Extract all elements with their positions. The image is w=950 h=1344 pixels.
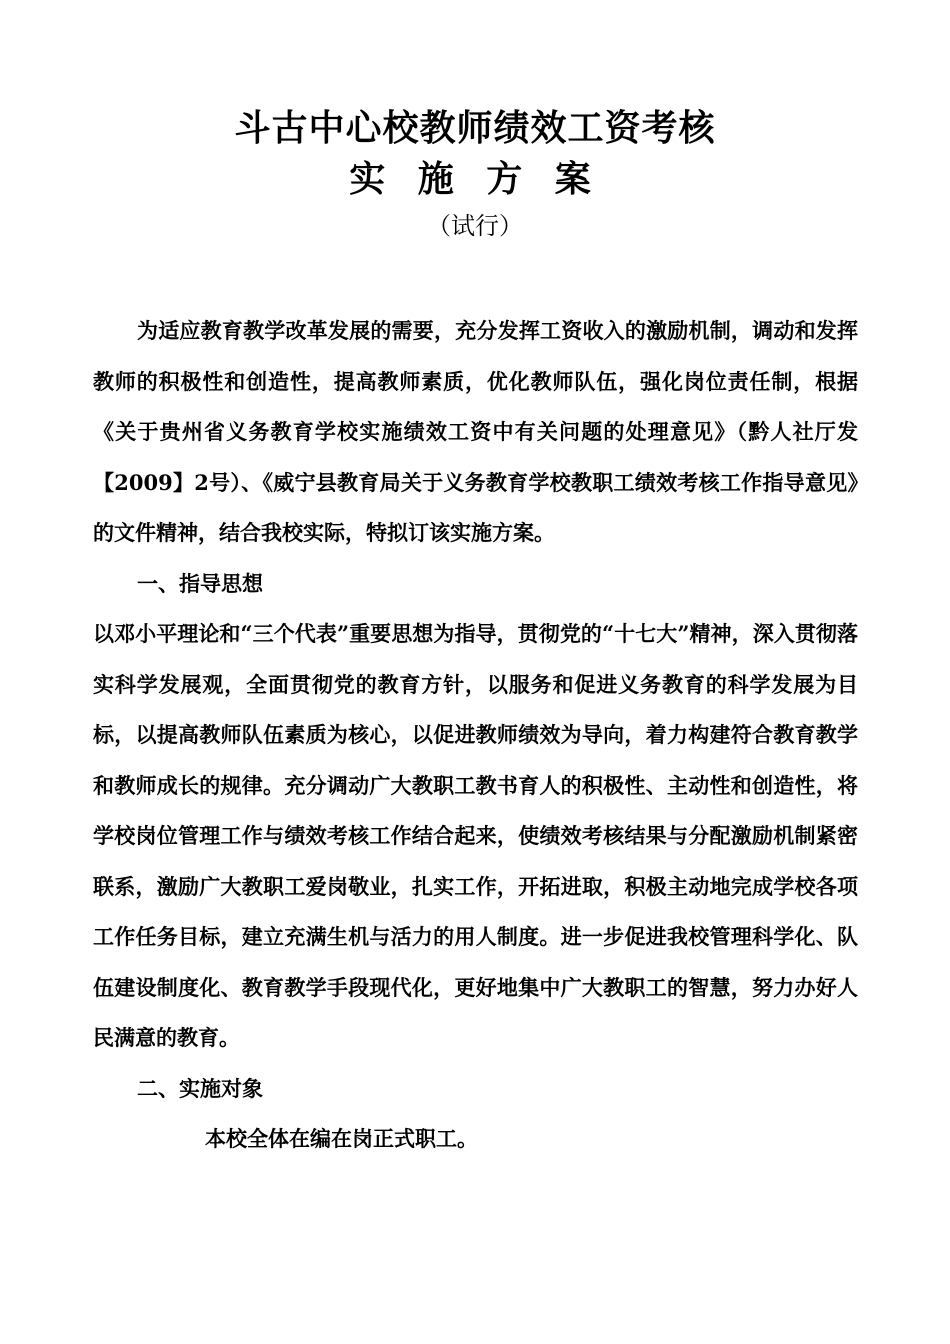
document-body — [93, 306, 858, 1165]
document-subtitle: 实 施 方 案 — [349, 158, 601, 200]
section-heading-target: 二、实施对象 — [137, 1075, 263, 1101]
document-status-note: （试行） — [427, 212, 523, 240]
document-title: 斗古中心校教师绩效工资考核 — [234, 107, 716, 149]
section-paragraph-guiding-ideology: 以邓小平理论和“三个代表”重要思想为指导，贯彻党的“十七大”精神，深入贯彻落实科学发展观，全面贯彻党的教育方针，以服务和促进义务教育的科学发展为目标，以提高教师队伍素质为核心，以促进教师绩效为导向，着力构建符合教育教学和教师成长的规律。充分调动广大教职工教书育人的积极性、主动性和创造性，将学校岗位管理工作与绩效考核工作结合起来，使绩效考核结果与分配激励机制紧密联系，激励广大教职工爱岗敬业，扎实工作，开拓进取，积极主动地完成学校各项工作任务目标，建立充满生机与活力的用人制度。进一步促进我校管理科学化、队伍建设制度化、教育教学手段现代化，更好地集中广大教职工的智慧，努力办好人民满意的教育。 — [93, 621, 858, 1050]
intro-paragraph: 为适应教育教学改革发展的需要，充分发挥工资收入的激励机制，调动和发挥教师的积极性和创造性，提高教师素质，优化教师队伍，强化岗位责任制，根据《关于贵州省义务教育学校实施绩效工资中有关问题的处理意见》（黔人社厅发【2009】2号）、《威宁县教育局关于义务教育学校教职工绩效考核工作指导意见》的文件精神，结合我校实际，特拟订该实施方案。 — [93, 318, 858, 545]
section-paragraph-target: 本校全体在编在岗正式职工。 — [205, 1126, 478, 1151]
section-heading-guiding-ideology: 一、指导思想 — [137, 570, 263, 596]
